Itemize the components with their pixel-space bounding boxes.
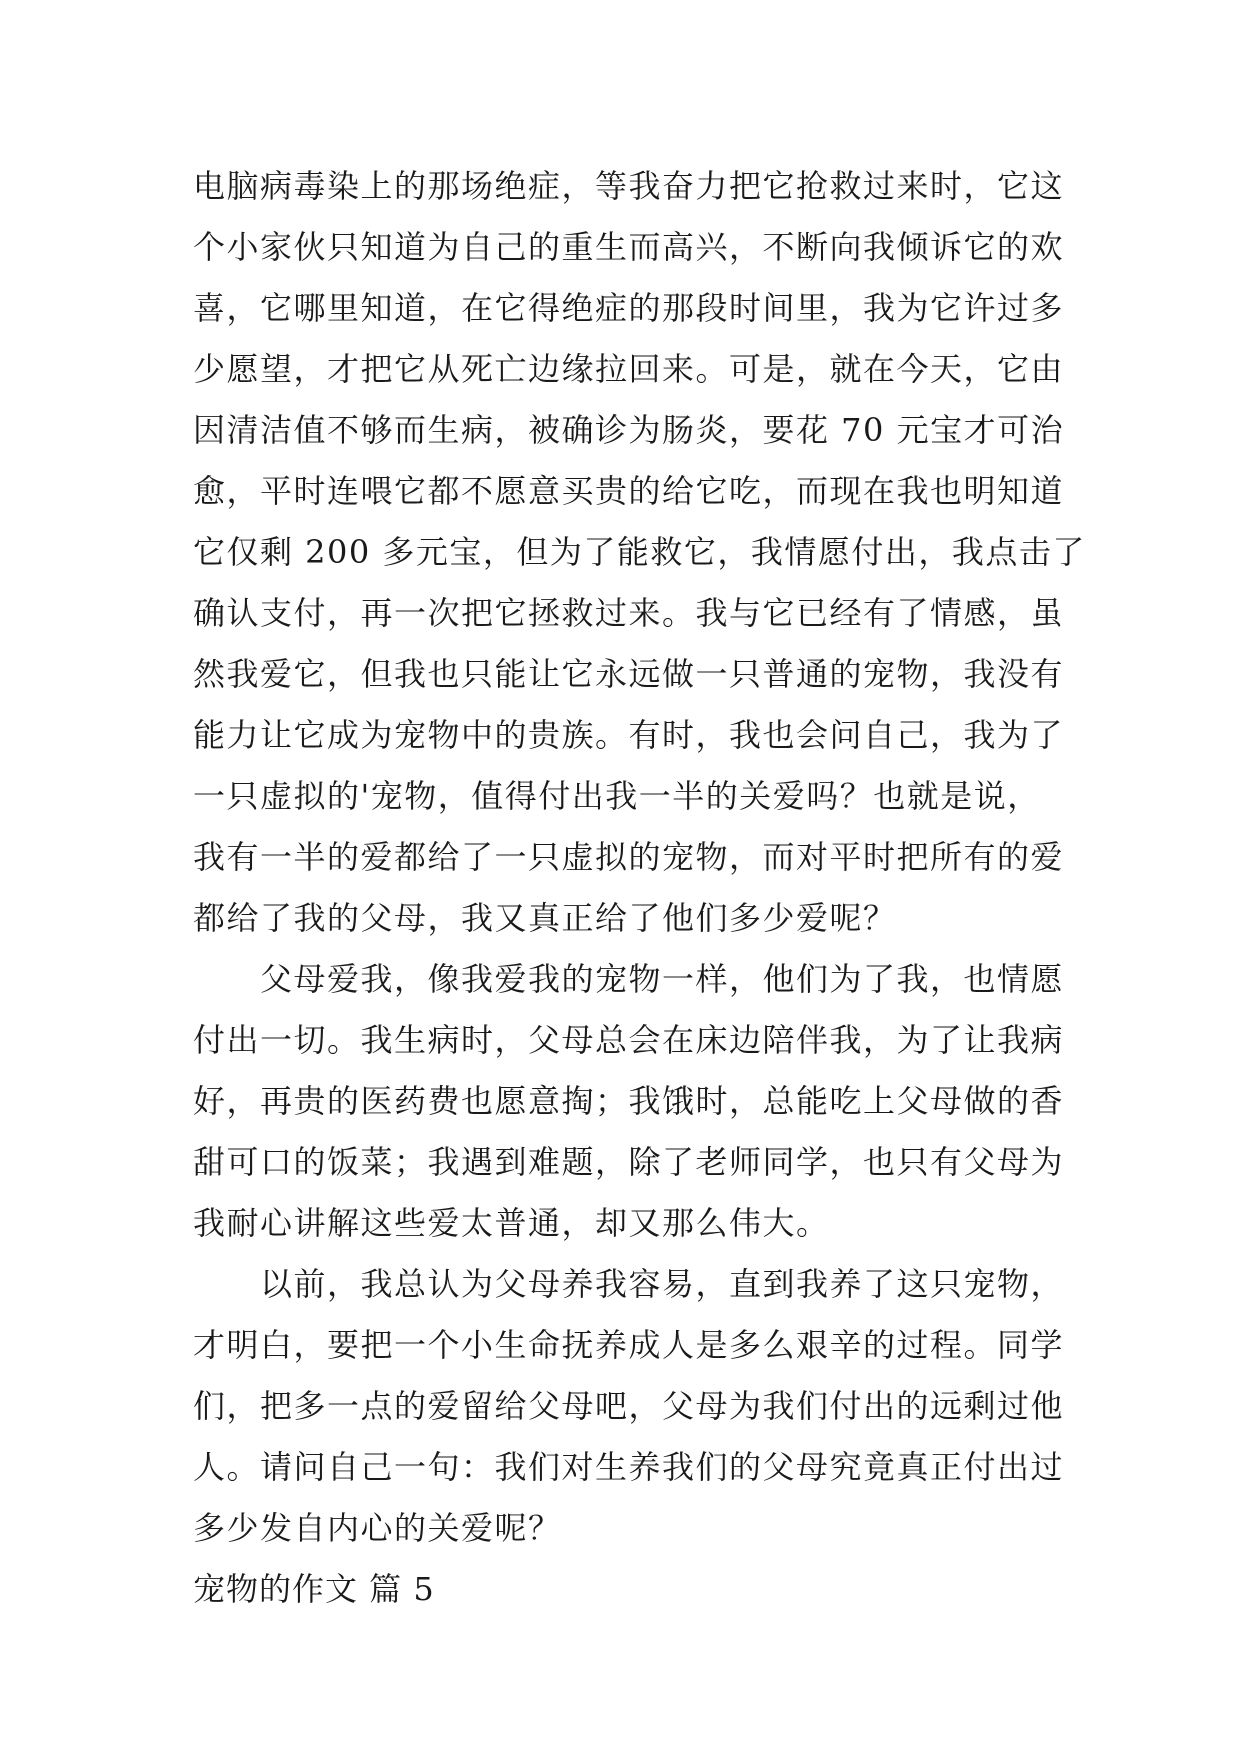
- text-line: 能力让它成为宠物中的贵族。有时，我也会问自己，我为了: [193, 716, 1065, 754]
- text-line: 它仅剩 200 多元宝，但为了能救它，我情愿付出，我点击了: [193, 533, 1086, 571]
- text-line: 电脑病毒染上的那场绝症，等我奋力把它抢救过来时，它这: [193, 167, 1065, 205]
- text-line: 甜可口的饭菜；我遇到难题，除了老师同学，也只有父母为: [193, 1143, 1065, 1181]
- text-line: 个小家伙只知道为自己的重生而高兴，不断向我倾诉它的欢: [193, 228, 1065, 266]
- text-line: 一只虚拟的'宠物，值得付出我一半的关爱吗？也就是说，: [193, 777, 1041, 815]
- text-line: 才明白，要把一个小生命抚养成人是多么艰辛的过程。同学: [193, 1326, 1065, 1364]
- text-line: 我耐心讲解这些爱太普通，却又那么伟大。: [193, 1204, 830, 1242]
- text-line: 喜，它哪里知道，在它得绝症的那段时间里，我为它许过多: [193, 289, 1065, 327]
- text-line: 然我爱它，但我也只能让它永远做一只普通的宠物，我没有: [193, 655, 1065, 693]
- text-line: 人。请问自己一句：我们对生养我们的父母究竟真正付出过: [193, 1448, 1065, 1486]
- text-line: 好，再贵的医药费也愿意掏；我饿时，总能吃上父母做的香: [193, 1082, 1065, 1120]
- text-line: 愈，平时连喂它都不愿意买贵的给它吃，而现在我也明知道: [193, 472, 1065, 510]
- text-line: 多少发自内心的关爱呢？: [193, 1509, 562, 1547]
- text-line: 因清洁值不够而生病，被确诊为肠炎，要花 70 元宝才可治: [193, 411, 1065, 449]
- text-line: 以前，我总认为父母养我容易，直到我养了这只宠物，: [193, 1265, 1065, 1303]
- text-line: 父母爱我，像我爱我的宠物一样，他们为了我，也情愿: [193, 960, 1065, 998]
- section-heading: 宠物的作文 篇 5: [193, 1570, 435, 1608]
- text-line: 少愿望，才把它从死亡边缘拉回来。可是，就在今天，它由: [193, 350, 1065, 388]
- text-line: 确认支付，再一次把它拯救过来。我与它已经有了情感，虽: [193, 594, 1065, 632]
- text-line: 都给了我的父母，我又真正给了他们多少爱呢？: [193, 899, 897, 937]
- text-line: 们，把多一点的爱留给父母吧，父母为我们付出的远剩过他: [193, 1387, 1065, 1425]
- text-line: 付出一切。我生病时，父母总会在床边陪伴我，为了让我病: [193, 1021, 1065, 1059]
- text-line: 我有一半的爱都给了一只虚拟的宠物，而对平时把所有的爱: [193, 838, 1065, 876]
